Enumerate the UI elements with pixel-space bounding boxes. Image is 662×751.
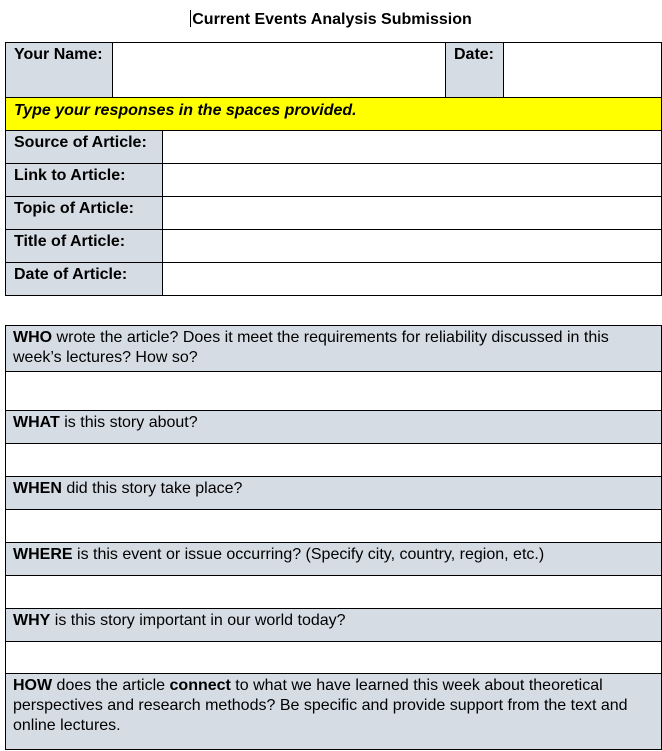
instruction-banner: Type your responses in the spaces provided. — [6, 98, 662, 131]
title-text: Current Events Analysis Submission — [192, 11, 472, 28]
date-label: Date: — [446, 43, 504, 98]
article-info-table — [5, 42, 662, 296]
question-text: is this story important in our world today? — [50, 612, 346, 629]
question-keyword: HOW — [13, 677, 53, 694]
link-label: Link to Article: — [6, 164, 163, 197]
question-text: to what we have learned this week about theoretical perspectives and research methods? Be specific and provide support from the text and online lectures. — [13, 677, 628, 734]
question-text: did this story take place? — [61, 480, 243, 497]
answer-when[interactable] — [6, 510, 662, 543]
question-where — [6, 543, 662, 576]
question-text: is this story about? — [59, 414, 198, 431]
question-keyword: WHAT — [13, 414, 60, 431]
question-text: wrote the article? Does it meet the requirements for reliability discussed in this week’s lectures? How so? — [13, 329, 609, 366]
title-label: Title of Article: — [6, 230, 163, 263]
source-field[interactable] — [163, 131, 662, 164]
topic-label: Topic of Article: — [6, 197, 163, 230]
analysis-questions-table — [5, 325, 662, 750]
question-how — [6, 674, 662, 750]
name-field[interactable] — [113, 43, 446, 98]
question-text: does the article — [52, 677, 170, 694]
question-why — [6, 609, 662, 642]
question-keyword: WHO — [13, 329, 53, 346]
article-date-label: Date of Article: — [6, 263, 163, 296]
date-field[interactable] — [504, 43, 662, 98]
question-what — [6, 411, 662, 444]
question-keyword: WHY — [13, 612, 51, 629]
title-field[interactable] — [163, 230, 662, 263]
answer-where[interactable] — [6, 576, 662, 609]
question-keyword: WHEN — [13, 480, 62, 497]
question-text: is this event or issue occurring? (Specify city, country, region, etc.) — [72, 546, 545, 563]
source-label: Source of Article: — [6, 131, 163, 164]
answer-who[interactable] — [6, 372, 662, 411]
topic-field[interactable] — [163, 197, 662, 230]
question-keyword: connect — [169, 677, 231, 694]
question-when — [6, 477, 662, 510]
question-keyword: WHERE — [13, 546, 73, 563]
answer-what[interactable] — [6, 444, 662, 477]
document-title — [0, 10, 662, 29]
link-field[interactable] — [163, 164, 662, 197]
question-who — [6, 326, 662, 372]
answer-why[interactable] — [6, 642, 662, 674]
article-date-field[interactable] — [163, 263, 662, 296]
name-label: Your Name: — [6, 43, 113, 98]
